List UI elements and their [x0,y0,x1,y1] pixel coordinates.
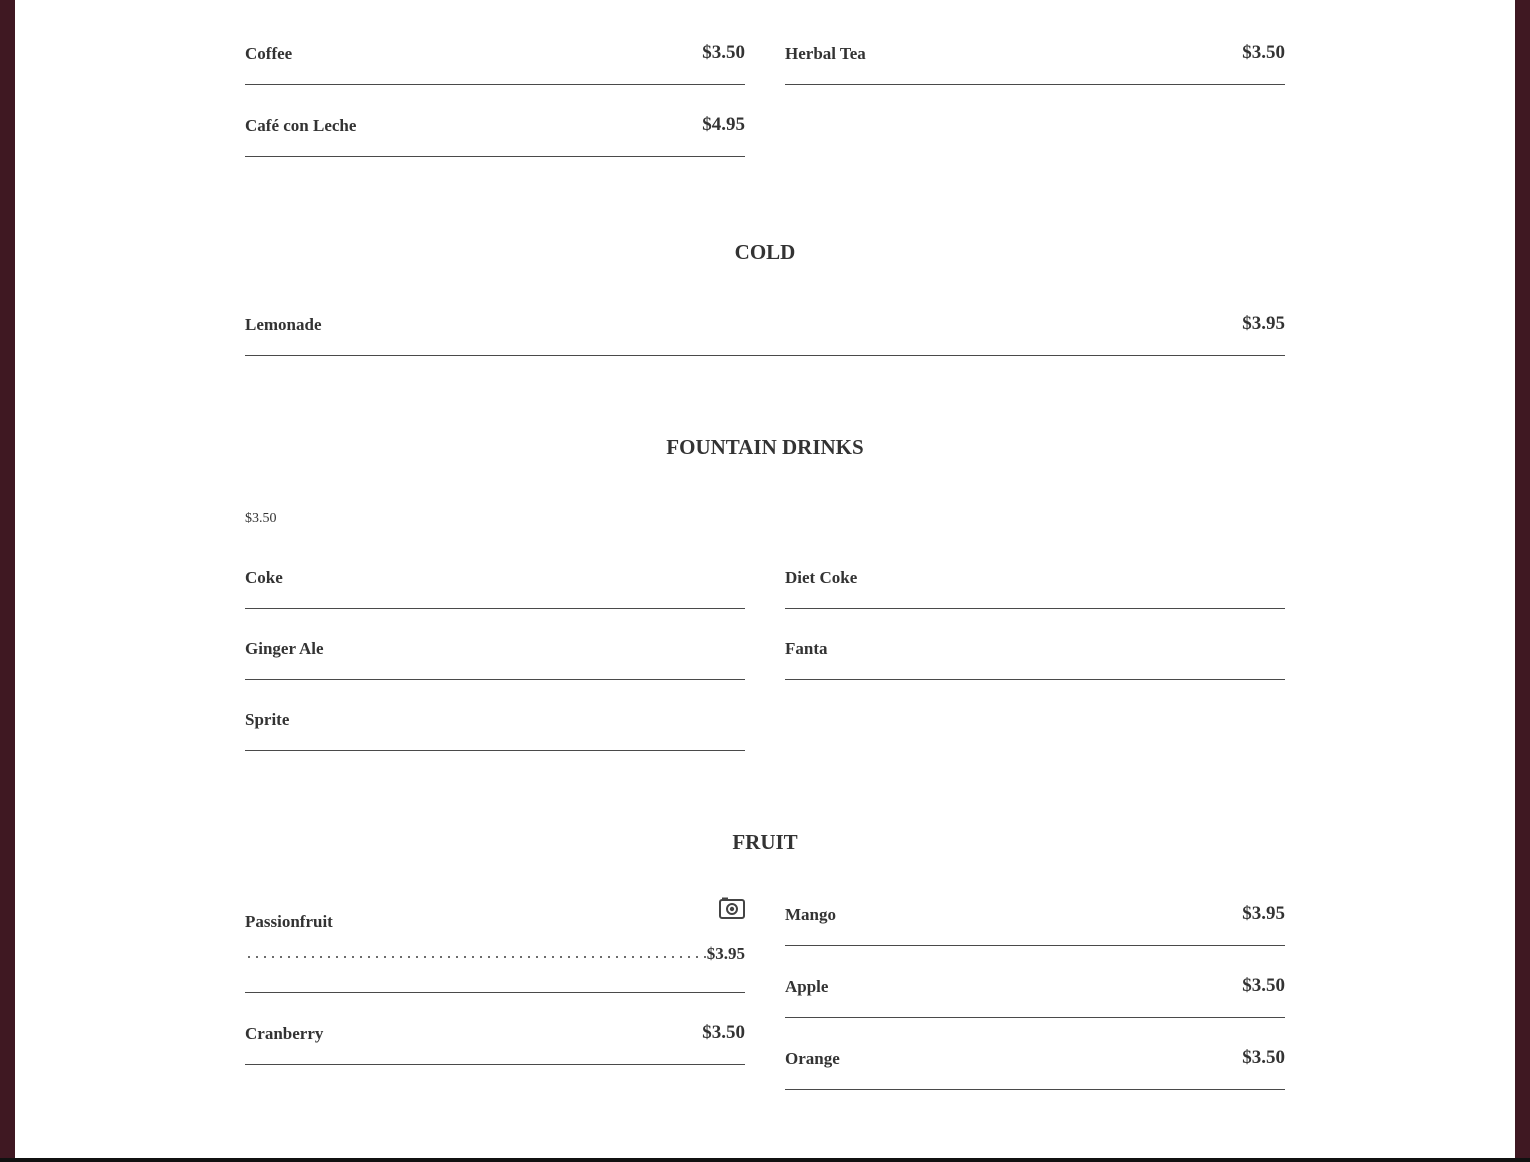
item-name: Lemonade [245,315,322,334]
item-price: $3.95 [1242,903,1285,924]
item-price: $3.50 [1242,42,1285,63]
item-price: $3.50 [702,1022,745,1043]
item-name: Cranberry [245,1024,324,1043]
item-name: Passionfruit [245,912,333,931]
item-name: Café con Leche [245,116,357,135]
item-name: Mango [785,905,836,924]
section-title-cold: COLD [734,240,796,264]
item-name: Herbal Tea [785,44,866,63]
bottom-border [0,1158,1530,1162]
divider [245,992,745,993]
divider [245,608,745,609]
item-price: $3.50 [702,42,745,63]
item-name: Orange [785,1049,840,1068]
divider [245,84,745,85]
group-price: $3.50 [245,511,277,526]
item-name: Sprite [245,710,290,729]
divider [245,156,745,157]
item-price: $3.95 [1242,313,1285,334]
divider [785,84,1285,85]
divider [245,1064,745,1065]
section-title-fruit: FRUIT [732,830,798,854]
item-price: $4.95 [702,114,745,135]
item-name: Ginger Ale [245,639,324,658]
menu-page [15,0,1515,1158]
divider [785,679,1285,680]
divider [245,750,745,751]
item-name: Diet Coke [785,568,858,587]
item-name: Fanta [785,639,828,658]
divider [785,1089,1285,1090]
divider [245,679,745,680]
item-price: $3.50 [1242,975,1285,996]
item-name: Apple [785,977,829,996]
divider [785,945,1285,946]
divider [245,355,1285,356]
dot-leader [245,956,707,958]
item-name: Coffee [245,44,293,63]
divider [785,1017,1285,1018]
camera-icon[interactable] [719,897,745,919]
divider [785,608,1285,609]
item-price: $3.50 [1242,1047,1285,1068]
item-price: $3.95 [706,944,745,963]
section-title-fountain-drinks: FOUNTAIN DRINKS [666,435,864,459]
item-name: Coke [245,568,283,587]
